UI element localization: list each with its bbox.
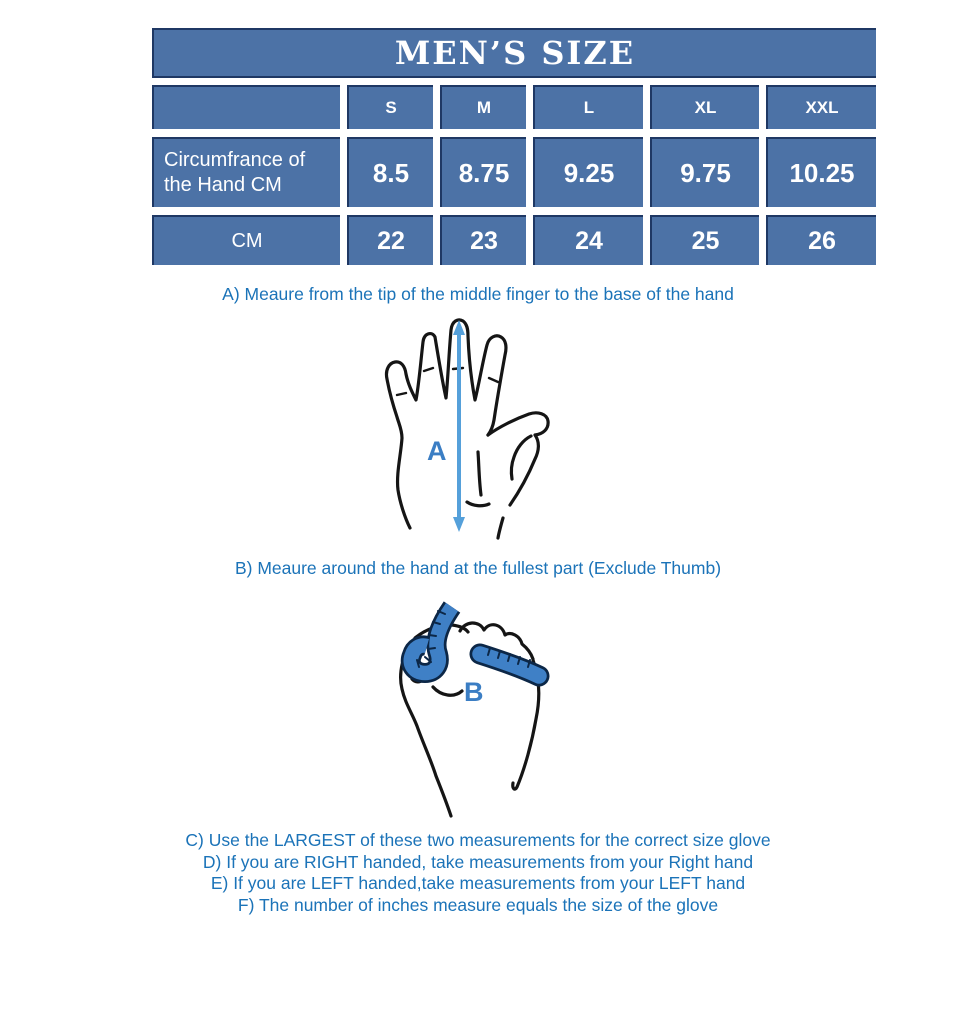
cm-value-m: 23 (440, 215, 526, 265)
row-label-circumference: Circumfrance of the Hand CM (152, 137, 340, 207)
instruction-d: D) If you are RIGHT handed, take measurements from your Right hand (202, 851, 754, 872)
instruction-a: A) Meaure from the tip of the middle finger to the base of the hand (222, 284, 734, 304)
fist-diagram-label: B (464, 677, 484, 707)
table-title: MEN’S SIZE (394, 34, 636, 72)
corner-cell (152, 85, 340, 129)
instruction-b: B) Meaure around the hand at the fullest part (Exclude Thumb) (234, 558, 722, 578)
instruction-f: F) The number of inches measure equals the size of the glove (237, 894, 719, 915)
cm-value-xxl: 26 (766, 215, 876, 265)
circumference-value-s: 8.5 (347, 137, 433, 207)
column-header-xxl: XXL (766, 85, 876, 129)
column-header-m: M (440, 85, 526, 129)
circumference-value-l: 9.25 (533, 137, 643, 207)
circumference-value-xxl: 10.25 (766, 137, 876, 207)
length-arrow-icon (453, 320, 465, 532)
instruction-notes (0, 830, 956, 916)
cm-value-xl: 25 (650, 215, 759, 265)
instruction-c: C) Use the LARGEST of these two measurements for the correct size glove (185, 830, 771, 850)
hand-diagram-label: A (427, 436, 447, 466)
fist-measure-icon (390, 592, 590, 832)
size-chart-table (152, 85, 876, 265)
open-hand-measure-icon (375, 312, 575, 547)
column-header-l: L (533, 85, 643, 129)
circumference-value-m: 8.75 (440, 137, 526, 207)
instruction-e: E) If you are LEFT handed,take measurements from your LEFT hand (210, 873, 746, 893)
cm-value-s: 22 (347, 215, 433, 265)
circumference-value-xl: 9.75 (650, 137, 759, 207)
row-label-cm: CM (152, 215, 340, 265)
table-header-band (152, 28, 876, 78)
cm-value-l: 24 (533, 215, 643, 265)
column-header-s: S (347, 85, 433, 129)
column-header-xl: XL (650, 85, 759, 129)
